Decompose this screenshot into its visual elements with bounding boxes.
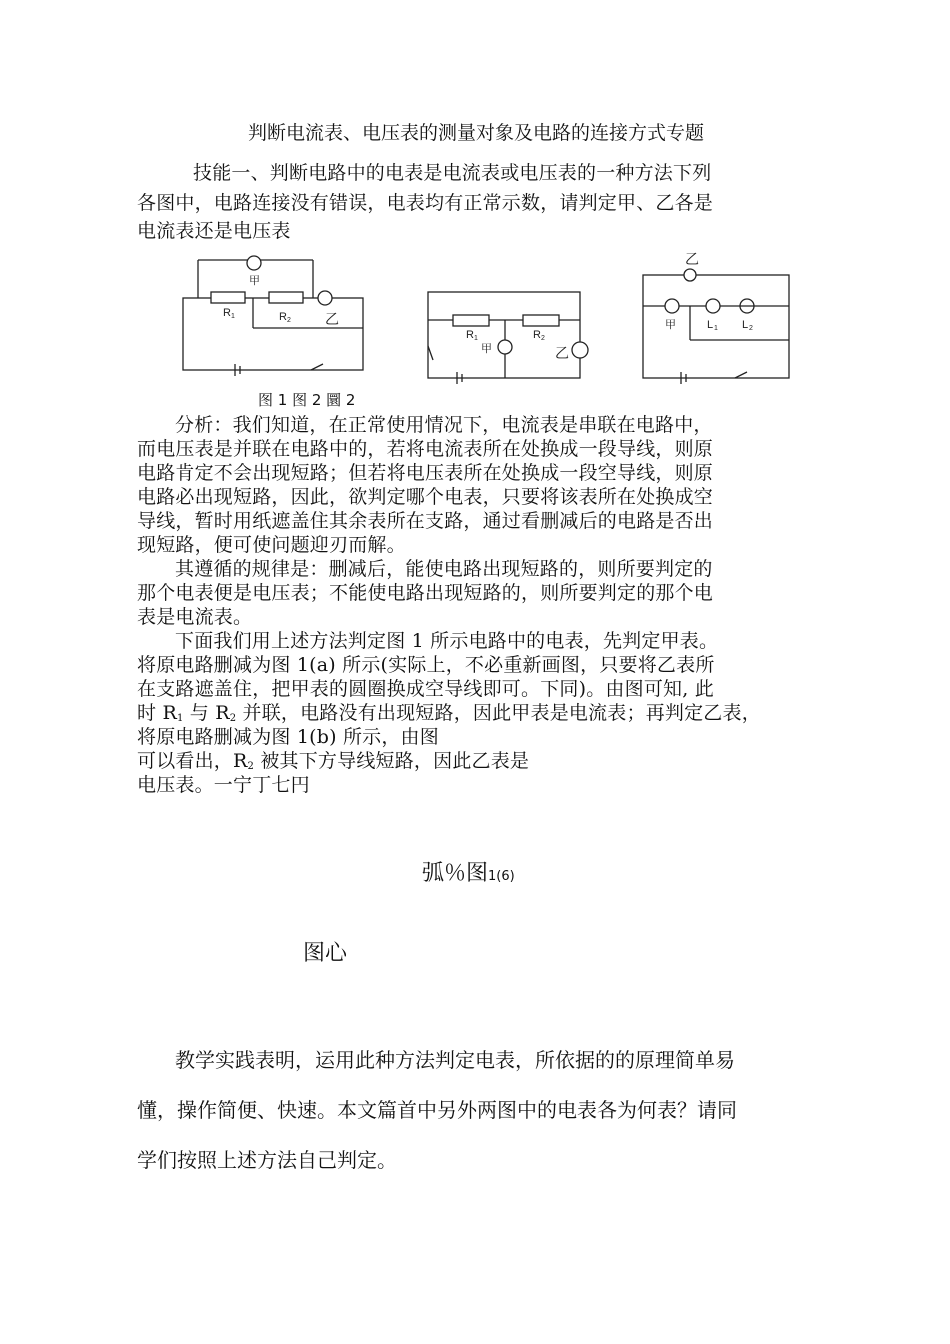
analysis-line: 分析：我们知道，在正常使用情况下，电流表是串联在电路中， [175, 414, 713, 436]
analysis-line: 电路肯定不会出现短路；但若将电压表所在处换成一段空导线，则原 [137, 462, 714, 484]
conclusion-line: 教学实践表明，运用此种方法判定电表，所依据的的原理简单易 [175, 1048, 735, 1072]
rule-line: 表是电流表。 [137, 606, 253, 628]
fig1-r2-label: R [279, 311, 287, 323]
subscript: 1 [176, 713, 184, 724]
figure-1b-main: 弧％图 [422, 861, 489, 886]
fig2-yi-label: 乙 [555, 345, 569, 361]
rule-line: 那个电表便是电压表；不能使电路出现短路的，则所要判定的那个电 [137, 582, 714, 604]
text-run: 被其下方导线短路，因此乙表是 [254, 750, 530, 772]
figure-label-heart: 图心 [303, 941, 348, 966]
circuit-figure-2 [428, 292, 588, 384]
fig3-l2-label: L [742, 319, 749, 331]
method-line: 电压表。一宁丁七円 [137, 774, 310, 796]
fig3-l1-sub: 1 [714, 325, 718, 332]
fig2-r1-sub: 1 [474, 335, 478, 342]
skill-line-1: 技能一、判断电路中的电表是电流表或电压表的一种方法下列 [193, 162, 712, 184]
method-line: 下面我们用上述方法判定图 1 所示电路中的电表，先判定甲表。 [175, 630, 719, 652]
method-line-r2 [137, 746, 529, 773]
subscript: 2 [229, 713, 237, 724]
figure-1b-label [422, 856, 515, 887]
analysis-line: 导线，暂时用纸遮盖住其余表所在支路，通过看删减后的电路是否出 [137, 510, 714, 532]
circuit-figures [175, 250, 805, 390]
skill-line-3: 电流表还是电压表 [137, 220, 291, 242]
fig3-l2-sub: 2 [749, 325, 753, 332]
fig1-r2-sub: 2 [287, 317, 291, 324]
text-run: 时 R [137, 702, 177, 724]
fig2-r2-label: R [533, 329, 541, 341]
fig3-l1-label: L [707, 319, 714, 331]
method-line-r [137, 698, 761, 725]
fig3-yi-label: 乙 [685, 251, 699, 267]
figure-1b-small: 1(6) [488, 869, 515, 884]
page-title: 判断电流表、电压表的测量对象及电路的连接方式专题 [248, 122, 705, 144]
fig3-jia-label: 甲 [665, 319, 676, 331]
figure-caption: 图 1 图 2 圜 2 [258, 391, 356, 409]
conclusion-line: 懂，操作简便、快速。本文篇首中另外两图中的电表各为何表？请同 [137, 1098, 737, 1122]
fig1-jia-label: 甲 [249, 275, 260, 287]
text-run: 与 R [183, 702, 230, 724]
method-line: 将原电路删减为图 1(b) 所示，由图 [137, 726, 439, 748]
text-run: 可以看出，R [137, 750, 248, 772]
fig1-r1-label: R [223, 307, 231, 319]
fig2-r2-sub: 2 [541, 335, 545, 342]
analysis-line: 而电压表是并联在电路中的，若将电流表所在处换成一段导线，则原 [137, 438, 714, 460]
method-line: 将原电路删减为图 1(a) 所示(实际上，不必重新画图，只要将乙表所 [137, 654, 715, 676]
subscript: 2 [247, 761, 255, 772]
fig1-r1-sub: 1 [231, 313, 235, 320]
fig1-yi-label: 乙 [325, 311, 339, 327]
fig2-r1-label: R [466, 329, 474, 341]
analysis-line: 现短路，便可使问题迎刃而解。 [137, 534, 406, 556]
rule-line: 其遵循的规律是：删减后，能使电路出现短路的，则所要判定的 [175, 558, 713, 580]
conclusion-line: 学们按照上述方法自己判定。 [137, 1148, 397, 1172]
method-line: 在支路遮盖住，把甲表的圆圈换成空导线即可。下同)。由图可知, 此 [137, 678, 714, 700]
analysis-line: 电路必出现短路，因此，欲判定哪个电表，只要将该表所在处换成空 [137, 486, 714, 508]
skill-line-2: 各图中，电路连接没有错误，电表均有正常示数，请判定甲、乙各是 [137, 192, 714, 214]
text-run: 并联，电路没有出现短路，因此甲表是电流表；再判定乙表， [236, 702, 761, 724]
fig2-jia-label: 甲 [481, 343, 492, 355]
